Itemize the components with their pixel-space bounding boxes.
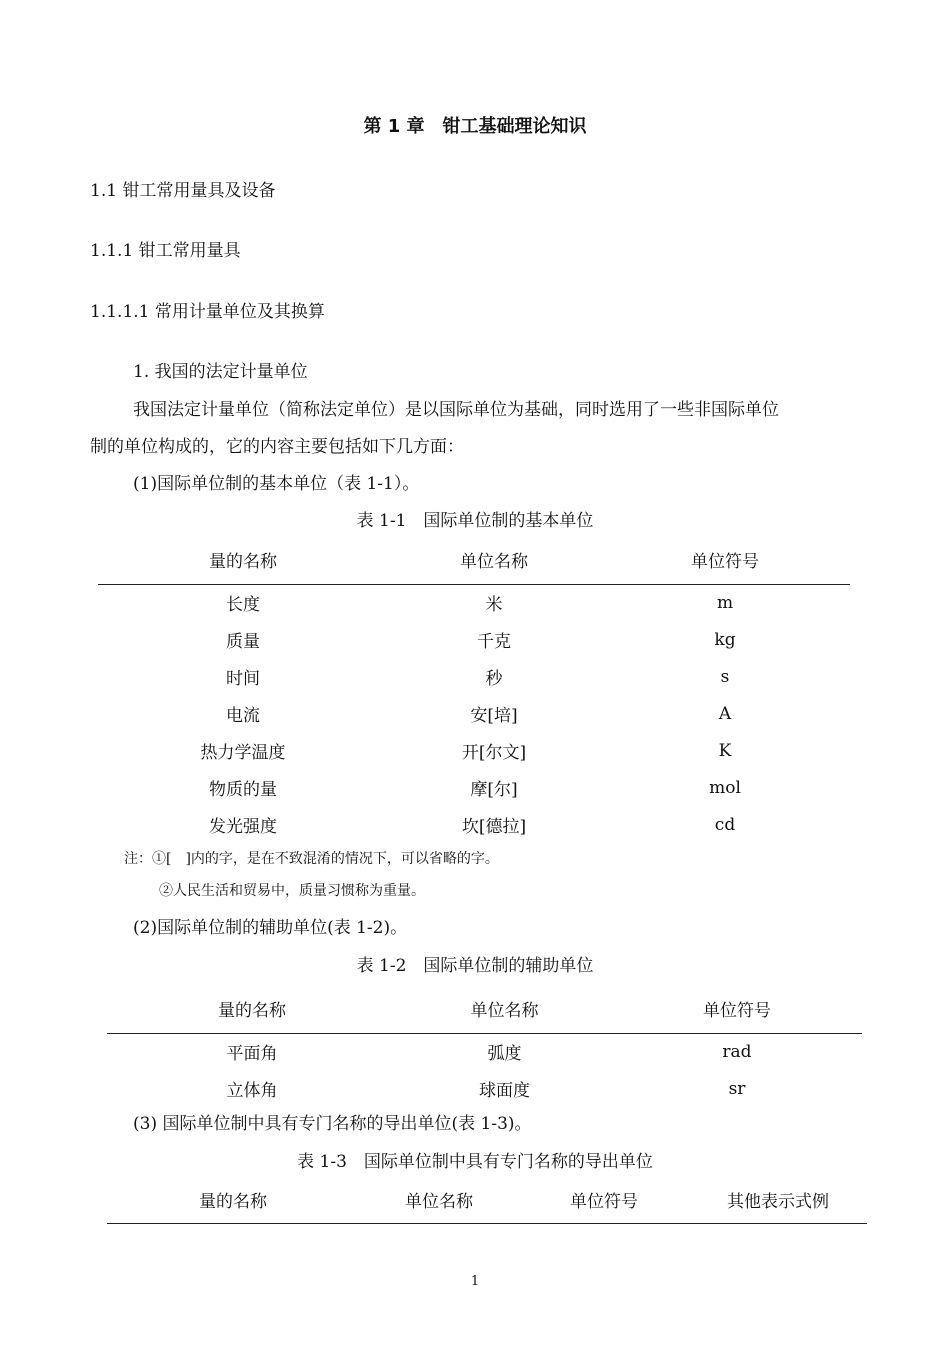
table-cell: 千克 bbox=[477, 632, 511, 652]
table-header-cell: 单位名称 bbox=[460, 552, 528, 573]
table-cell: A bbox=[718, 703, 732, 724]
table-1 bbox=[98, 536, 850, 843]
paragraph-line-1: 我国法定计量单位（简称法定单位）是以国际单位为基础，同时选用了一些非国际单位 bbox=[133, 400, 779, 420]
subheading-3: (3) 国际单位制中具有专门名称的导出单位(表 1-3)。 bbox=[133, 1114, 532, 1134]
table-row bbox=[98, 695, 850, 732]
table-header-cell: 量的名称 bbox=[218, 1001, 286, 1022]
table-cell: 立体角 bbox=[226, 1081, 278, 1101]
table-row bbox=[98, 769, 850, 806]
table-1-note-2: ②人民生活和贸易中，质量习惯称为重量。 bbox=[159, 883, 425, 899]
table-header-cell: 量的名称 bbox=[199, 1192, 267, 1213]
table-header-cell: 其他表示式例 bbox=[727, 1192, 829, 1213]
table-row bbox=[107, 1070, 862, 1107]
table-row bbox=[98, 584, 850, 621]
table-header-cell: 单位符号 bbox=[703, 1001, 771, 1022]
section-heading-1-1-1: 1.1.1 钳工常用量具 bbox=[90, 241, 241, 261]
table-cell: 发光强度 bbox=[209, 817, 277, 837]
subheading-2: (2)国际单位制的辅助单位(表 1-2)。 bbox=[133, 918, 408, 938]
table-row bbox=[98, 658, 850, 695]
table-row bbox=[98, 732, 850, 769]
subheading-1: (1)国际单位制的基本单位（表 1-1）。 bbox=[133, 474, 420, 494]
section-heading-1-1: 1.1 钳工常用量具及设备 bbox=[90, 181, 276, 201]
table-1-caption: 表 1-1 国际单位制的基本单位 bbox=[356, 511, 594, 531]
table-header-cell: 单位符号 bbox=[691, 552, 759, 573]
table-cell: m bbox=[716, 592, 734, 613]
table-cell: 质量 bbox=[226, 632, 260, 652]
table-cell: K bbox=[718, 740, 732, 761]
table-cell: 平面角 bbox=[226, 1044, 278, 1065]
table-cell: kg bbox=[714, 629, 736, 650]
table-cell: 长度 bbox=[226, 595, 260, 616]
table-cell: 弧度 bbox=[487, 1044, 522, 1065]
table-cell: 摩[尔] bbox=[470, 780, 518, 800]
table-3-caption: 表 1-3 国际单位制中具有专门名称的导出单位 bbox=[297, 1152, 653, 1172]
table-3 bbox=[107, 1177, 867, 1224]
table-cell: 热力学温度 bbox=[200, 743, 286, 763]
table-row bbox=[98, 806, 850, 843]
table-header-row bbox=[107, 985, 862, 1033]
table-cell: 坎[德拉] bbox=[461, 817, 527, 837]
table-cell: 米 bbox=[485, 595, 503, 616]
table-cell: 安[培] bbox=[470, 706, 518, 726]
table-cell: 开[尔文] bbox=[461, 743, 527, 763]
table-header-cell: 量的名称 bbox=[209, 552, 277, 573]
section-heading-1-1-1-1: 1.1.1.1 常用计量单位及其换算 bbox=[90, 302, 325, 322]
table-header-row bbox=[98, 536, 850, 584]
paragraph-line-2: 制的单位构成的，它的内容主要包括如下几方面： bbox=[90, 437, 464, 457]
table-cell: 电流 bbox=[226, 706, 260, 726]
table-cell: cd bbox=[714, 814, 736, 835]
table-row bbox=[98, 621, 850, 658]
chapter-title: 第 1 章 钳工基础理论知识 bbox=[363, 116, 587, 137]
table-cell: 时间 bbox=[226, 669, 260, 689]
table-header-row bbox=[107, 1177, 867, 1223]
item-heading-1: 1. 我国的法定计量单位 bbox=[133, 362, 308, 382]
table-2-caption: 表 1-2 国际单位制的辅助单位 bbox=[356, 956, 594, 976]
page-number: 1 bbox=[470, 1274, 480, 1289]
table-header-cell: 单位符号 bbox=[570, 1192, 638, 1213]
table-cell: 秒 bbox=[485, 669, 503, 689]
table-2 bbox=[107, 985, 862, 1107]
table-cell: s bbox=[720, 666, 730, 687]
table-cell: sr bbox=[728, 1078, 746, 1099]
table-cell: 球面度 bbox=[479, 1081, 530, 1101]
table-cell: rad bbox=[722, 1041, 752, 1062]
table-header-cell: 单位名称 bbox=[405, 1192, 473, 1213]
table-cell: 物质的量 bbox=[209, 780, 277, 800]
table-row bbox=[107, 1033, 862, 1070]
table-header-cell: 单位名称 bbox=[470, 1001, 539, 1022]
table-1-note-1: 注：①[ ]内的字，是在不致混淆的情况下，可以省略的字。 bbox=[124, 851, 499, 867]
table-cell: mol bbox=[709, 777, 741, 798]
